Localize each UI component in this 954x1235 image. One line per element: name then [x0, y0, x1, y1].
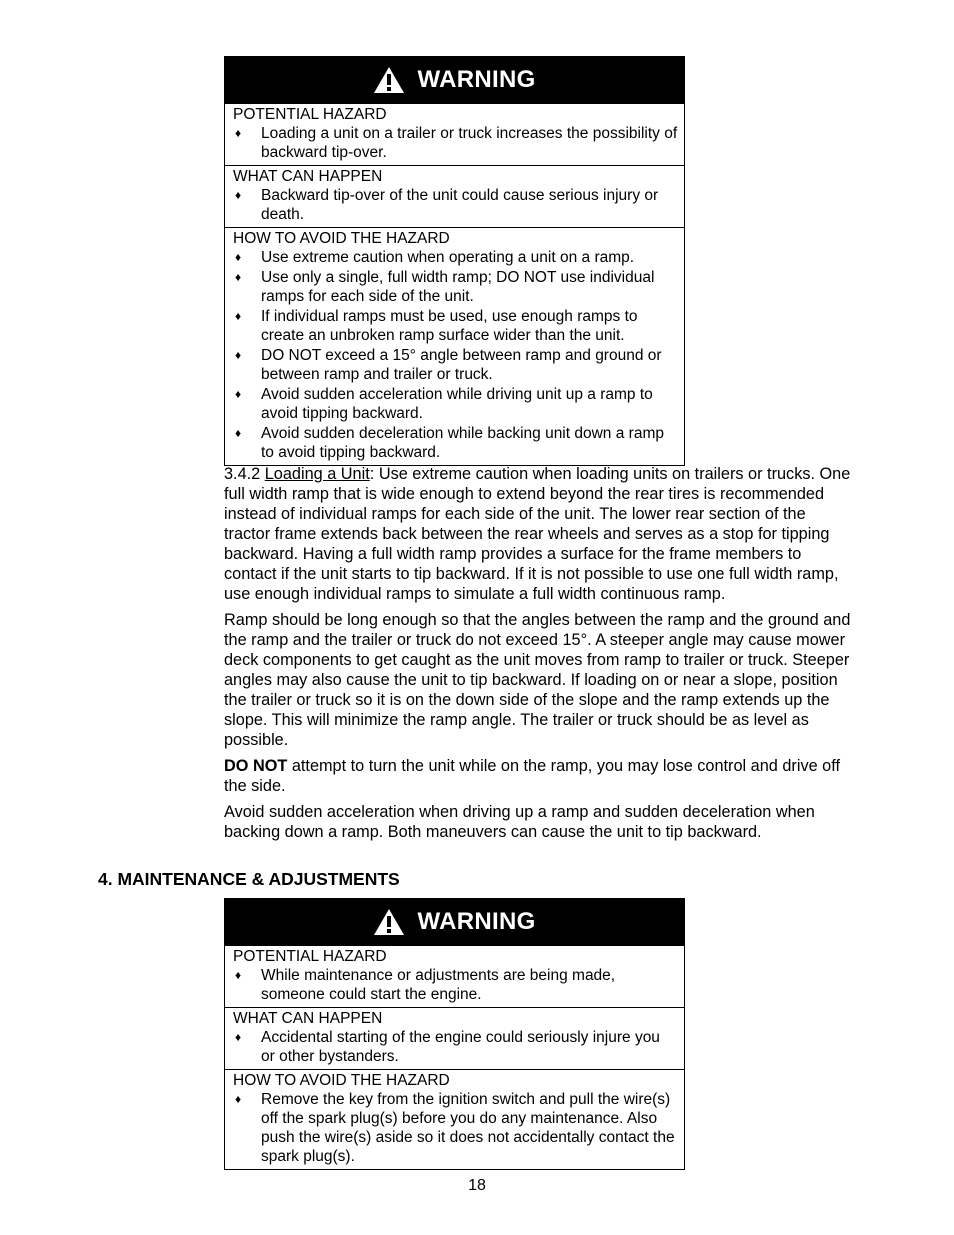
warning-box-maintenance	[224, 898, 685, 1170]
bullet-item: ♦ Remove the key from the ignition switch and pull the wire(s) off the spark plug(s) before you do any maintenance. Also push the wire(s) aside so it does not accidentally contact the spark plug(s).	[235, 1091, 675, 1165]
section-title: WHAT CAN HAPPEN	[233, 1010, 383, 1027]
paragraph-342	[224, 464, 852, 604]
section-number: 3.4.2	[224, 465, 261, 483]
section-title: POTENTIAL HAZARD	[233, 948, 387, 965]
bullet-item: ♦ Use extreme caution when operating a unit on a ramp.	[235, 249, 635, 266]
bullet-item: ♦ Backward tip-over of the unit could cause serious injury or death.	[235, 187, 659, 223]
paragraph-ramp-length: Ramp should be long enough so that the angles between the ramp and the ground and the ramp and the trailer or truck do not exceed 15°. A steeper angle may cause mower deck components to get caught as the unit moves from ramp to trailer or truck. Steeper angles may also cause the unit to tip backward. If loading on or near a slope, position the trailer or truck so it is on the down side of the slope and the ramp extends up the slope. This will minimize the ramp angle. The trailer or truck should be as level as possible.	[224, 611, 851, 749]
emphasis-text: DO NOT	[224, 757, 288, 775]
warning-box-loading	[224, 56, 685, 466]
warning-header	[225, 57, 684, 103]
potential-hazard-section	[225, 103, 684, 165]
what-can-happen-section	[225, 165, 684, 227]
bullet-item: ♦ While maintenance or adjustments are being made, someone could start the engine.	[235, 967, 616, 1003]
paragraph-avoid-sudden: Avoid sudden acceleration when driving up a ramp and sudden deceleration when backing down a ramp. Both maneuvers can cause the unit to tip backward.	[224, 803, 815, 841]
section-heading-maintenance: 4. MAINTENANCE & ADJUSTMENTS	[98, 869, 400, 889]
page-number: 18	[468, 1177, 486, 1194]
section-title: HOW TO AVOID THE HAZARD	[233, 230, 450, 247]
paragraph-do-not-turn: DO NOT attempt to turn the unit while on the ramp, you may lose control and drive off the side.	[224, 757, 840, 795]
what-can-happen-section	[225, 1007, 684, 1069]
section-heading: Loading a Unit	[264, 465, 370, 483]
section-body: : Use extreme caution when loading units on trailers or trucks. One full width ramp that is wide enough to extend beyond the rear tires is recommended instead of individual ramps for each side of the unit. The lower rear section of the tractor frame extends back between the rear wheels and serves as a stop for tipping backward. Having a full width ramp provides a surface for the frame members to contact if the unit starts to tip backward. If it is not possible to use one full width ramp, use enough individual ramps to simulate a full width continuous ramp.	[224, 465, 851, 603]
section-title: HOW TO AVOID THE HAZARD	[233, 1072, 450, 1089]
warning-triangle-icon	[373, 908, 405, 936]
how-to-avoid-section	[225, 1069, 684, 1169]
loading-section-text	[224, 464, 852, 848]
bullet-item: ♦ Avoid sudden acceleration while driving unit up a ramp to avoid tipping backward.	[235, 386, 653, 422]
warning-title: WARNING	[417, 908, 536, 935]
bullet-item: ♦ Loading a unit on a trailer or truck increases the possibility of backward tip-over.	[235, 125, 678, 161]
warning-header	[225, 899, 684, 945]
warning-title: WARNING	[417, 66, 536, 93]
bullet-item: ♦ Avoid sudden deceleration while backing unit down a ramp to avoid tipping backward.	[235, 425, 664, 461]
bullet-item: ♦ Use only a single, full width ramp; DO NOT use individual ramps for each side of the unit.	[235, 269, 655, 305]
section-title: WHAT CAN HAPPEN	[233, 168, 383, 185]
section-title: POTENTIAL HAZARD	[233, 106, 387, 123]
bullet-item: ♦ Accidental starting of the engine could seriously injure you or other bystanders.	[235, 1029, 660, 1065]
warning-triangle-icon	[373, 66, 405, 94]
bullet-item: ♦ If individual ramps must be used, use enough ramps to create an unbroken ramp surface wider than the unit.	[235, 308, 638, 344]
bullet-item: ♦ DO NOT exceed a 15° angle between ramp and ground or between ramp and trailer or truck.	[235, 347, 662, 383]
potential-hazard-section	[225, 945, 684, 1007]
how-to-avoid-section	[225, 227, 684, 465]
